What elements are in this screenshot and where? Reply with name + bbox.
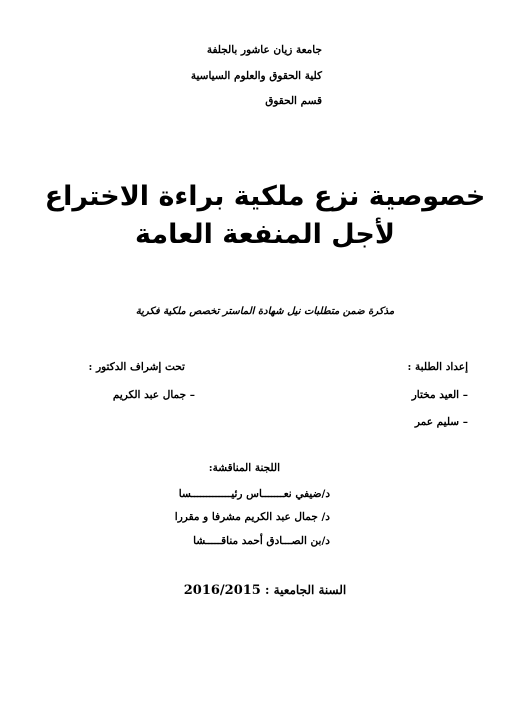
title-line-1: خصوصية نزع ملكية براءة الاختراع (44, 181, 486, 212)
committee-member-1: د/ضيفي نعـــــــاس رئيـــــــــــــسا (178, 488, 330, 500)
supervisor-name: – جمال عبد الكريم (112, 389, 195, 401)
committee-member-3: د/بن الصـــادق أحمد مناقـــــشا (193, 535, 330, 547)
document-subtitle: مذكرة ضمن متطلبات نيل شهادة الماستر تخصص ملكية فكرية (135, 306, 395, 317)
academic-year-label: السنة الجامعية : (265, 583, 347, 597)
committee-label: اللجنة المناقشة: (208, 462, 280, 474)
faculty-name: كلية الحقوق والعلوم السياسية (190, 70, 322, 82)
committee-member-2: د/ جمال عبد الكريم مشرفا و مقررا (174, 511, 330, 523)
department-name: قسم الحقوق (265, 95, 322, 107)
academic-year-value: 2016/2015 (183, 583, 261, 598)
student-name-1: – العيد مختار (411, 389, 468, 401)
document-title (0, 178, 530, 254)
title-line-2: لأجل المنفعة العامة (135, 219, 395, 250)
academic-year (0, 583, 530, 598)
student-name-2: – سليم عمر (414, 416, 468, 428)
students-label: إعداد الطلبة : (407, 361, 468, 373)
supervisor-label: تحت إشراف الدكتور : (88, 361, 185, 373)
university-name: جامعة زيان عاشور بالجلفة (206, 44, 322, 56)
